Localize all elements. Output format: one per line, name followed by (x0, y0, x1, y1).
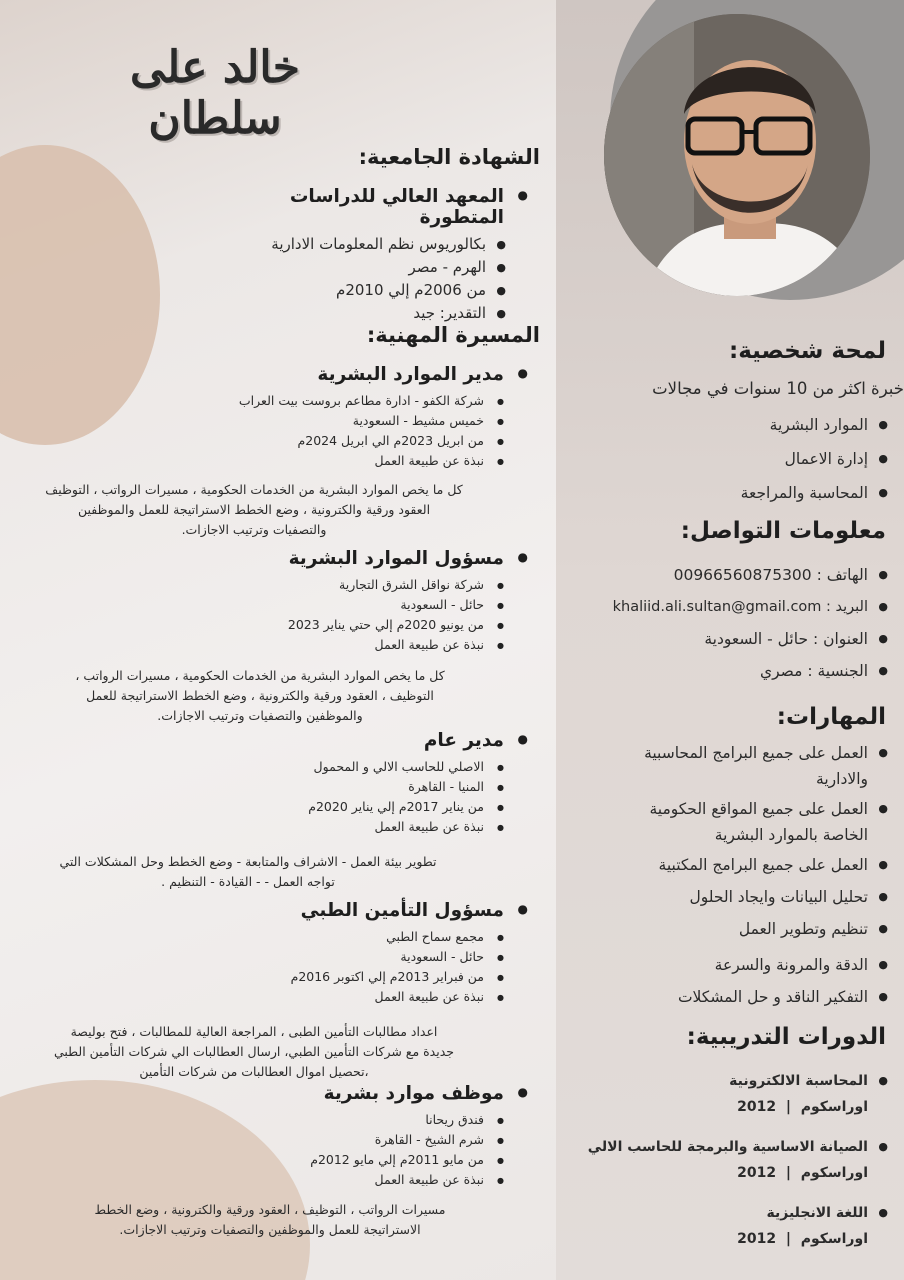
course-year: 2012 (737, 1231, 777, 1247)
list-item: ● من ابريل 2023م الي ابريل 2024م (160, 431, 506, 451)
list-item: ● نبذة عن طبيعة العمل (160, 817, 506, 837)
course-name: ● اللغة الانجليزية (766, 1205, 868, 1221)
job-description (30, 666, 490, 726)
list-item: ● من فبراير 2013م إلي اكتوبر 2016م (160, 967, 506, 987)
profile-photo (604, 14, 870, 296)
profile-section (580, 338, 892, 364)
list-item: ● التقدير: جيد (200, 302, 508, 325)
education-list (200, 233, 508, 325)
list-item: ● شركة الكفو - ادارة مطاعم بروست بيت العراب (160, 391, 506, 411)
skill-item: ● تنظيم وتطوير العمل (580, 916, 890, 942)
education-section (300, 145, 540, 169)
skill-item: ● تحليل البيانات وايجاد الحلول (580, 884, 890, 910)
profile-items (580, 412, 890, 506)
skill-item: ● العمل على جميع البرامج المكتبية (580, 852, 890, 878)
contact-heading: معلومات التواصل: (680, 518, 886, 544)
list-item: ● من يونيو 2020م إلي حتي يناير 2023 (160, 615, 506, 635)
job-details (160, 1110, 506, 1190)
courses-list (570, 1068, 890, 1252)
job-title: ● مسؤول الموارد البشرية (160, 548, 530, 569)
list-item: ● نبذة عن طبيعة العمل (160, 635, 506, 655)
job-description (60, 1200, 480, 1240)
courses-items (570, 1068, 890, 1252)
job-title: ● مسؤول التأمين الطبي (160, 900, 530, 921)
description-line: العقود ورقية والكترونية ، وضع الخطط الاستراتيجة للعمل والموظفين (77, 502, 431, 517)
description-line: مسيرات الرواتب ، التوظيف ، العقود ورقية والكترونية ، وضع الخطط (94, 1202, 446, 1217)
list-item: ● إدارة الاعمال (580, 446, 890, 472)
address-item: ● العنوان : حائل - السعودية (566, 626, 890, 652)
education-body (200, 186, 530, 325)
skills-items (580, 740, 890, 1010)
list-item: ● فندق ريحانا (160, 1110, 506, 1130)
profile-list (580, 412, 890, 506)
course-item (570, 1134, 890, 1186)
job-entry (160, 548, 530, 655)
list-item: ● شرم الشيخ - القاهرة (160, 1130, 506, 1150)
list-item: ● حائل - السعودية (160, 595, 506, 615)
courses-section (580, 1024, 892, 1050)
description-line: ،تحصيل اموال العطالبات من شركات التأمين (139, 1064, 369, 1079)
job-entry (160, 1083, 530, 1190)
list-item: ● نبذة عن طبيعة العمل (160, 987, 506, 1007)
skill-item: ● الدقة والمرونة والسرعة (580, 952, 890, 978)
description-line: جديدة مع شركات التأمين الطبي، ارسال العطالبات الي شركات التأمين الطبي (53, 1044, 455, 1059)
list-item: ● خميس مشيط - السعودية (160, 411, 506, 431)
course-org: اوراسكوم (800, 1165, 868, 1181)
profile-intro (574, 377, 904, 401)
description-line: كل ما يخص الموارد البشرية من الخدمات الحكومية ، مسيرات الرواتب ، (75, 668, 445, 683)
list-item: ● مجمع سماح الطبي (160, 927, 506, 947)
list-item: ● بكالوريوس نظم المعلومات الادارية (200, 233, 508, 256)
job-details (160, 575, 506, 655)
career-section (300, 323, 540, 347)
list-item: ● الاصلي للحاسب الالي و المحمول (160, 757, 506, 777)
job-title: ● مدير الموارد البشرية (160, 364, 530, 385)
list-item: ● نبذة عن طبيعة العمل (160, 451, 506, 471)
contact-section (580, 518, 892, 544)
contact-list (566, 562, 890, 684)
description-line: التوظيف ، العقود ورقية والكترونية ، وضع الخطط الاستراتيجة للعمل (86, 688, 434, 703)
list-item: ● حائل - السعودية (160, 947, 506, 967)
job-entry (160, 900, 530, 1007)
skills-heading: المهارات: (776, 704, 886, 730)
profile-heading: لمحة شخصية: (729, 338, 886, 364)
skill-item: ● التفكير الناقد و حل المشكلات (580, 984, 890, 1010)
job-description (6, 852, 490, 892)
skill-item: ● العمل على جميع المواقع الحكومية الخاصة بالموارد البشرية (608, 796, 890, 848)
course-item (570, 1068, 890, 1120)
institution-name: ● المعهد العالي للدراسات المتطورة (200, 186, 530, 228)
list-item: ● المنيا - القاهرة (160, 777, 506, 797)
job-details (160, 927, 506, 1007)
profile-intro-text: خبرة اكثر من 10 سنوات في مجالات (652, 379, 904, 398)
course-org: اوراسكوم (800, 1231, 868, 1247)
job-details (160, 391, 506, 471)
email-item: ● البريد : khaliid.ali.sultan@gmail.com (566, 594, 890, 620)
career-heading: المسيرة المهنية: (366, 323, 540, 347)
list-item: ● من يناير 2017م إلي يناير 2020م (160, 797, 506, 817)
course-year: 2012 (737, 1165, 777, 1181)
description-line: والموظفين والتصفيات وترتيب الاجازات. (157, 708, 363, 723)
job-entry (160, 364, 530, 471)
contact-items (566, 562, 890, 684)
job-details (160, 757, 506, 837)
course-org-line: اوراسكوم | 2012 (737, 1231, 868, 1247)
course-org: اوراسكوم (800, 1099, 868, 1115)
list-item: ● نبذة عن طبيعة العمل (160, 1170, 506, 1190)
skills-section (580, 704, 892, 730)
course-year: 2012 (737, 1099, 777, 1115)
person-portrait-icon (604, 14, 870, 296)
education-heading: الشهادة الجامعية: (358, 145, 540, 169)
job-title: ● موظف موارد بشرية (160, 1083, 530, 1104)
course-org-line: اوراسكوم | 2012 (737, 1165, 868, 1181)
list-item: ● شركة نواقل الشرق التجارية (160, 575, 506, 595)
nationality-item: ● الجنسية : مصري (566, 658, 890, 684)
job-description (4, 480, 504, 540)
person-name: خالد على سلطان (130, 42, 300, 144)
description-line: تواجه العمل - - القيادة - التنظيم . (161, 874, 335, 889)
list-item: ● الموارد البشرية (580, 412, 890, 438)
list-item: ● من 2006م إلي 2010م (200, 279, 508, 302)
description-line: تطوير بيئة العمل - الاشراف والمتابعة - وضع الخطط وحل المشكلات التي (59, 854, 437, 869)
description-line: كل ما يخص الموارد البشرية من الخدمات الحكومية ، مسيرات الرواتب ، التوظيف (45, 482, 463, 497)
description-line: الاستراتيجة للعمل والموظفين والتصفيات وترتيب الاجازات. (119, 1222, 421, 1237)
job-description (14, 1022, 494, 1082)
list-item: ● المحاسبة والمراجعة (580, 480, 890, 506)
job-title: ● مدير عام (160, 730, 530, 751)
course-name: ● المحاسبة الالكترونية (729, 1073, 868, 1089)
course-item (570, 1200, 890, 1252)
description-line: اعداد مطالبات التأمين الطبى ، المراجعة العالية للمطالبات ، فتح بوليصة (70, 1024, 438, 1039)
skills-list (580, 740, 890, 1010)
job-entry (160, 730, 530, 837)
skill-item: ● العمل على جميع البرامج المحاسبية والادارية (618, 740, 890, 792)
list-item: ● من مايو 2011م إلي مايو 2012م (160, 1150, 506, 1170)
courses-heading: الدورات التدريبية: (686, 1024, 886, 1050)
course-org-line: اوراسكوم | 2012 (737, 1099, 868, 1115)
list-item: ● الهرم - مصر (200, 256, 508, 279)
description-line: والتصفيات وترتيب الاجازات. (181, 522, 327, 537)
phone-item: ● الهاتف : 00966560875300 (566, 562, 890, 588)
course-name: ● الصيانة الاساسية والبرمجة للحاسب الالي (587, 1139, 868, 1155)
